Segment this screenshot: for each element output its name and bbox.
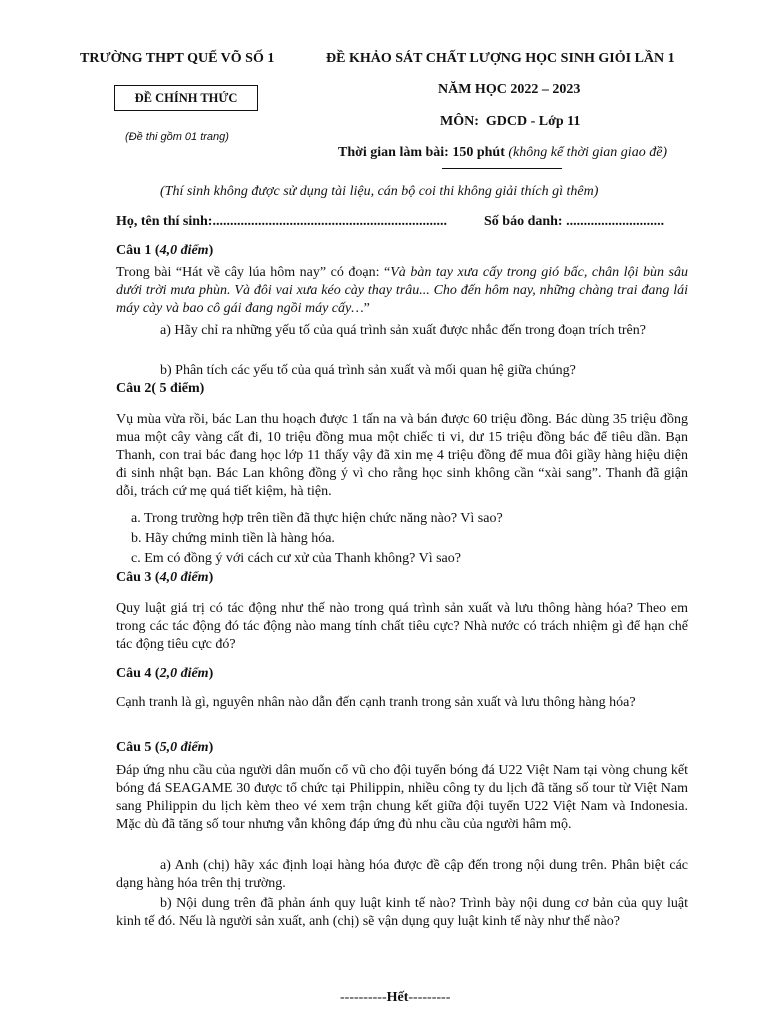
q2-part-a: a. Trong trường hợp trên tiền đã thực hiện chức năng nào? Vì sao? [131,511,503,526]
q1-quote: Và bàn tay xưa cấy trong gió bấc, chân lội bùn sâu dưới trời mưa phùn. Và đôi vai xưa kéo cày thay trâu... Cho đến hôm nay, những chàng trai đang lái máy cày và bao cô gái đang ngồi máy cấy… [116,265,688,316]
candidate-id-label: Số báo danh: ............................ [484,214,665,229]
official-label: ĐỀ CHÍNH THỨC [114,85,258,111]
subject: MÔN: GDCD - Lớp 11 [440,114,581,129]
q1-part-a: a) Hãy chỉ ra những yếu tố của quá trình sản xuất được nhắc đến trong đoạn trích trên? [160,323,646,338]
q2-part-b: b. Hãy chứng minh tiền là hàng hóa. [131,531,335,546]
q5-title: Câu 5 (5,0 điểm) [116,740,214,755]
candidate-name-label: Họ, tên thí sinh:................................................................... [116,214,447,229]
exam-title: ĐỀ KHẢO SÁT CHẤT LƯỢNG HỌC SINH GIỎI LẦN 1 [326,51,675,66]
q1-part-b: b) Phân tích các yếu tố của quá trình sản xuất và mối quan hệ giữa chúng? [160,363,576,378]
q2-part-c: c. Em có đồng ý với cách cư xử của Thanh không? Vì sao? [131,551,461,566]
instructions: (Thí sinh không được sử dụng tài liệu, cán bộ coi thi không giải thích gì thêm) [160,184,599,199]
q1-title: Câu 1 (4,0 điểm) [116,243,214,258]
q5-part-a: a) Anh (chị) hãy xác định loại hàng hóa được đề cập đến trong nội dung trên. Phân biệt các dạng hàng hóa trên thị trường. [116,858,688,891]
q4-title: Câu 4 (2,0 điểm) [116,666,214,681]
q4-body: Cạnh tranh là gì, nguyên nhân nào dẫn đến cạnh tranh trong sản xuất và lưu thông hàng hóa? [116,695,636,710]
end-marker: ----------Hết--------- [340,990,451,1005]
time-label: Thời gian làm bài: 150 phút [338,145,505,160]
exam-time [338,144,667,162]
school-name: TRƯỜNG THPT QUẾ VÕ SỐ 1 [80,51,275,66]
q5-part-b: b) Nội dung trên đã phản ánh quy luật kinh tế nào? Trình bày nội dung cơ bản của quy luật kinh tế đó. Nếu là người sản xuất, anh (chị) sẽ vận dụng quy luật kinh tế này như thế nào? [116,896,688,929]
q3-body: Quy luật giá trị có tác động như thế nào trong quá trình sản xuất và lưu thông hàng hóa? Theo em trong các tác động đó tác động nào mang tính chất tiêu cực? Nhà nước có trách nhiệm gì để hạn chế tác động tiêu cực đó? [116,601,688,652]
q3-title: Câu 3 (4,0 điểm) [116,570,214,585]
header-underline [442,168,562,169]
time-note: (không kể thời gian giao đề) [508,145,668,160]
pages-note: (Đề thi gồm 01 trang) [125,131,229,143]
q2-title: Câu 2( 5 điểm) [116,381,205,396]
school-year: NĂM HỌC 2022 – 2023 [438,82,581,97]
q2-body: Vụ mùa vừa rồi, bác Lan thu hoạch được 1 tấn na và bán được 60 triệu đồng. Bác dùng 35 triệu đồng mua một cây vàng cất đi, 10 triệu đồng mua một chiếc ti vi, dư 15 triệu đồng bác để tiêu dần. Bạn Thanh, con trai bác đang học lớp 11 thấy vậy đã xin mẹ 4 triệu đồng để mua đôi giầy hàng hiệu diện đi sinh nhật bạn. Bác Lan không đồng ý vì cho rằng học sinh không cần “xài sang”. Thanh đã giận dỗi, trách cứ mẹ quá tiết kiệm, hà tiện. [116,412,688,499]
q1-intro: Trong bài “Hát về cây lúa hôm nay” có đoạn: “Và bàn tay xưa cấy trong gió bấc, chân lội bùn sâu dưới trời mưa phùn. Và đôi vai xưa kéo cày thay trâu... Cho đến hôm nay, những chàng trai đang lái máy cày và bao cô gái đang ngồi máy cấy…” [116,265,688,316]
q5-body: Đáp ứng nhu cầu của người dân muốn cổ vũ cho đội tuyển bóng đá U22 Việt Nam tại vòng chung kết bóng đá SEAGAME 30 được tổ chức tại Philippin, nhiều công ty du lịch đã tăng số tour từ Việt Nam sang Philippin du lịch kèm theo vé xem trận chung kết giữa đội tuyển U22 Việt Nam và Indonesia. Mặc dù đã tăng số tour nhưng vẫn không đáp ứng đủ nhu cầu của người hâm mộ. [116,763,688,832]
